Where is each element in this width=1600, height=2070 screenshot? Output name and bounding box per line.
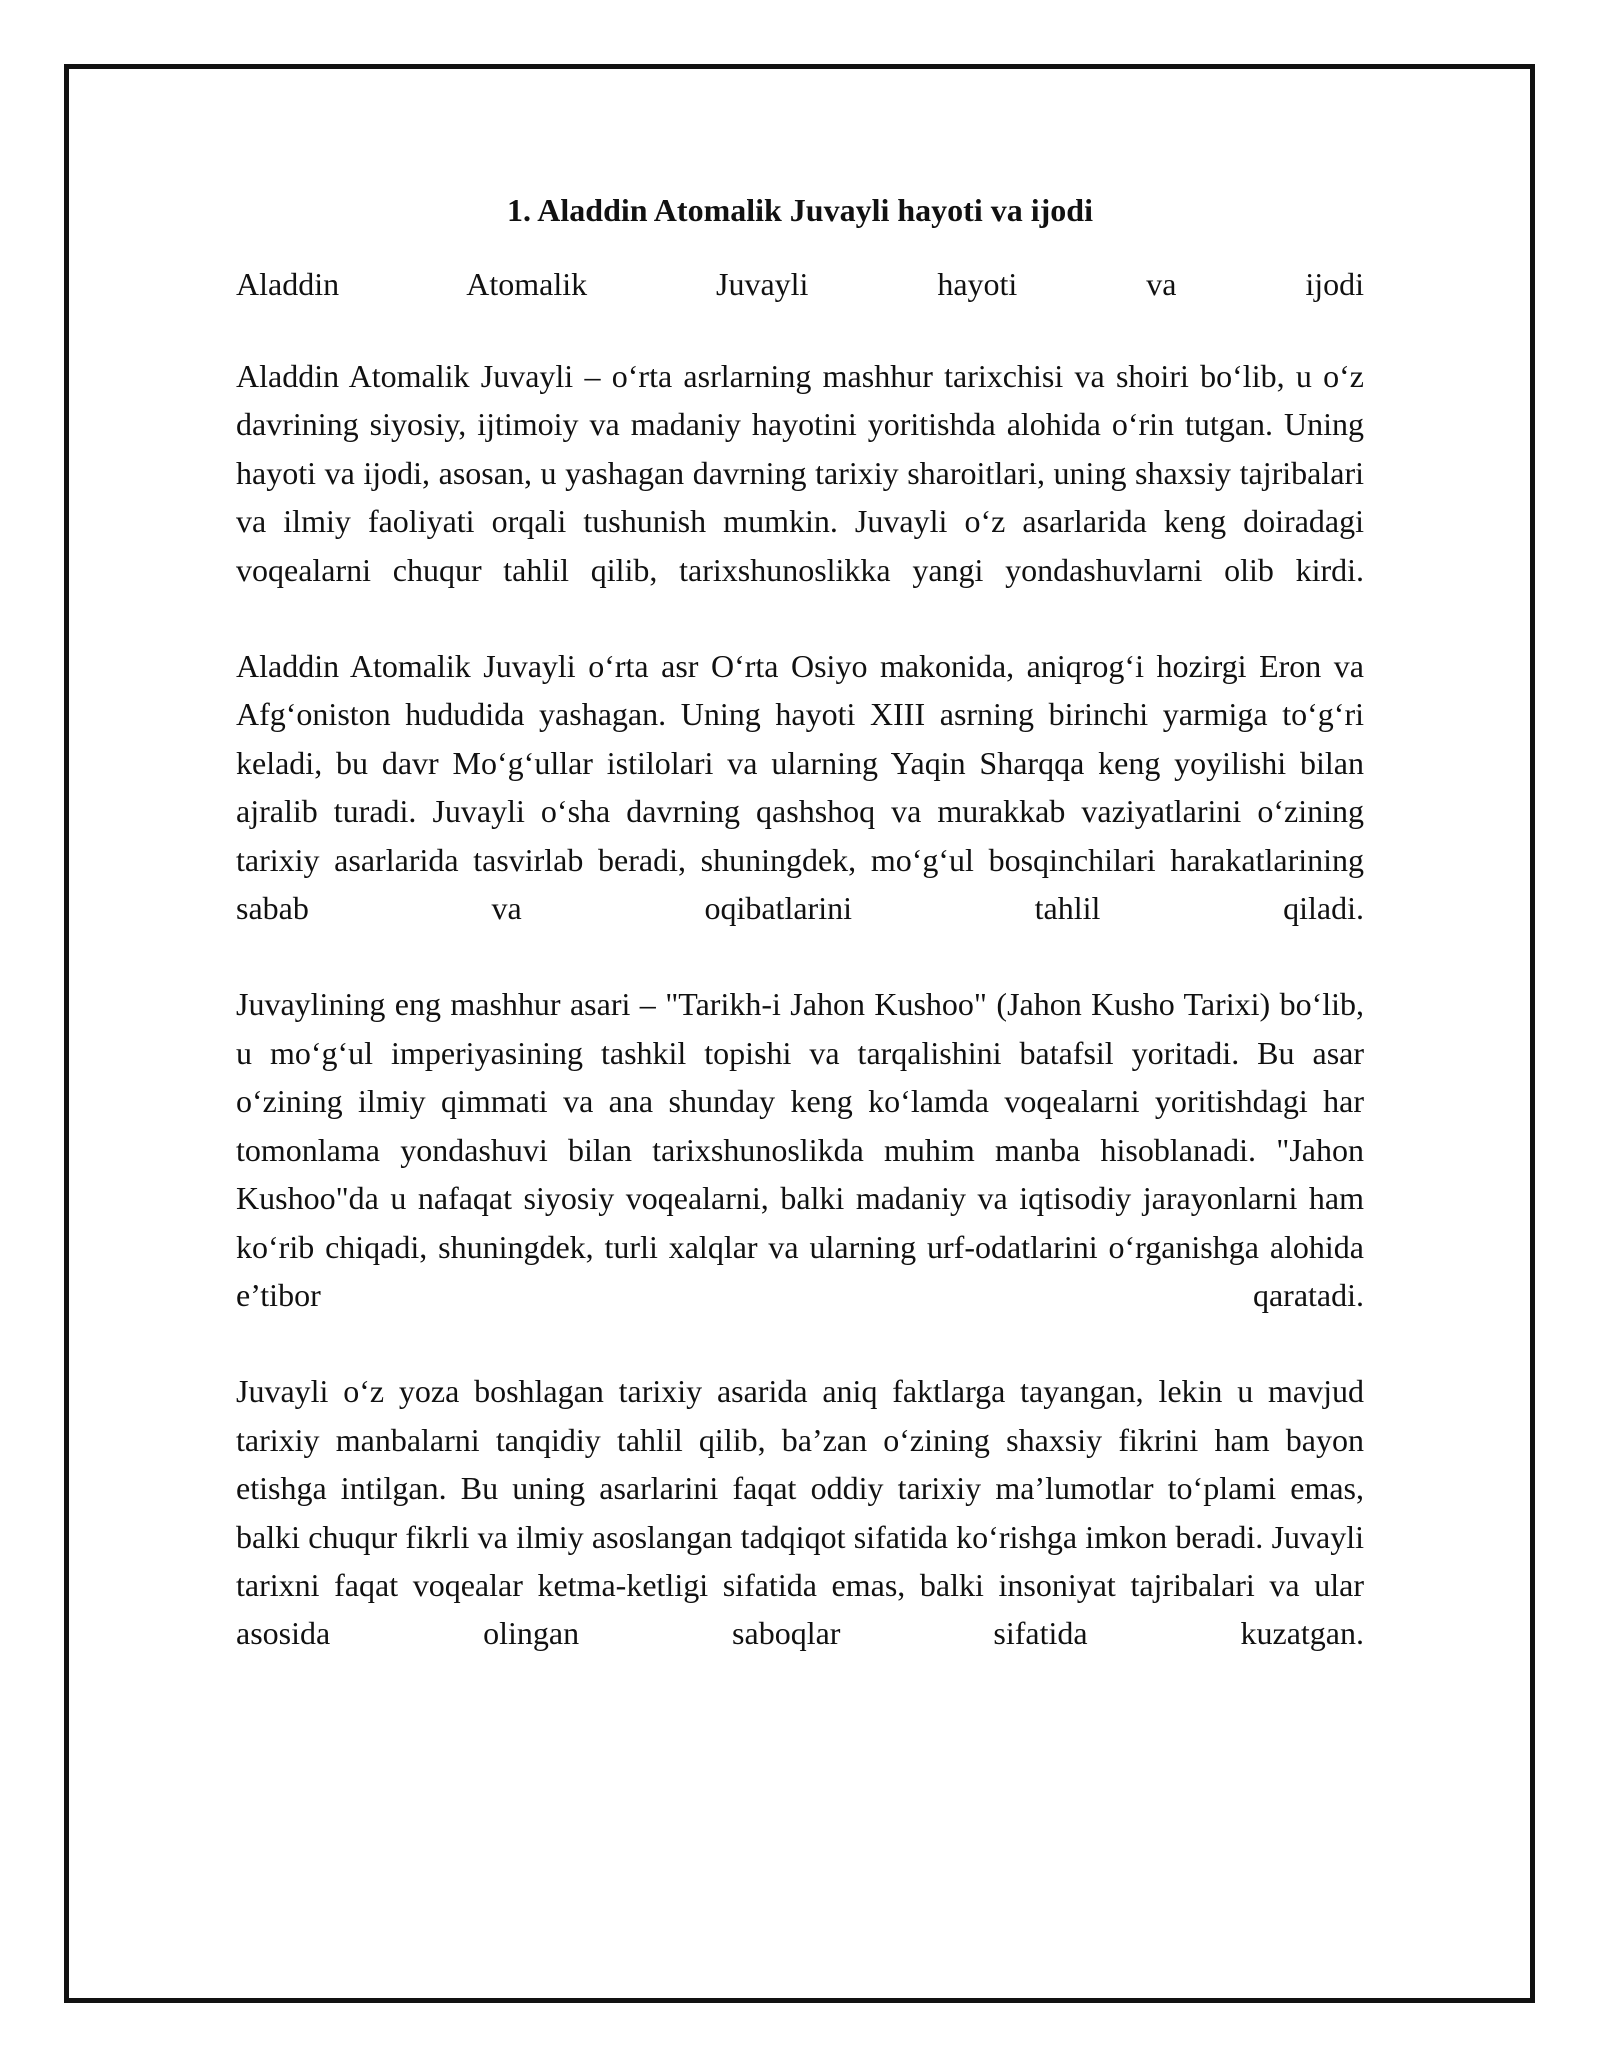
paragraph-2: Aladdin Atomalik Juvayli o‘rta asr O‘rta Osiyo makonida, aniqrog‘i hozirgi Eron va Afg‘oniston hududida yashagan. Uning hayoti XIII asrning birinchi yarmiga to‘g‘ri keladi, bu davr Mo‘g‘ullar istilolari va ularning Yaqin Sharqqa keng yoyilishi bilan ajralib turadi. Juvayli o‘sha davrning qashshoq va murakkab vaziyatlarini o‘zining tarixiy asarlarida tasvirlab beradi, shuningdek, mo‘g‘ul bosqinchilari harakatlarining sabab va oqibatlarini tahlil qiladi. <box>236 648 1364 927</box>
document-subtitle: Aladdin Atomalik Juvayli hayoti va ijodi <box>236 266 1364 302</box>
paragraph-4: Juvayli o‘z yoza boshlagan tarixiy asarida aniq faktlarga tayangan, lekin u mavjud tarixiy manbalarni tanqidiy tahlil qilib, ba’zan o‘zining shaxsiy fikrini ham bayon etishga intilgan. Bu uning asarlarini faqat oddiy tarixiy ma’lumotlar to‘plami emas, balki chuqur fikrli va ilmiy asoslangan tadqiqot sifatida ko‘rishga imkon beradi. Juvayli tarixni faqat voqealar ketma-ketligi sifatida emas, balki insoniyat tajribalari va ular asosida olingan saboqlar sifatida kuzatgan. <box>236 1373 1364 1652</box>
document-body <box>236 190 1364 1658</box>
paragraph-3: Juvaylining eng mashhur asari – "Tarikh-i Jahon Kushoo" (Jahon Kusho Tarixi) bo‘lib, u mo‘g‘ul imperiyasining tashkil topishi va tarqalishini batafsil yoritadi. Bu asar o‘zining ilmiy qimmati va ana shunday keng ko‘lamda voqealarni yoritishdagi har tomonlama yondashuvi bilan tarixshunoslikda muhim manba hisoblanadi. "Jahon Kushoo"da u nafaqat siyosiy voqealarni, balki madaniy va iqtisodiy jarayonlarni ham ko‘rib chiqadi, shuningdek, turli xalqlar va ularning urf-odatlarini o‘rganishga alohida e’tibor qaratadi. <box>236 986 1364 1313</box>
paragraph-1: Aladdin Atomalik Juvayli – o‘rta asrlarning mashhur tarixchisi va shoiri bo‘lib, u o‘z davrining siyosiy, ijtimoiy va madaniy hayotini yoritishda alohida o‘rin tutgan. Uning hayoti va ijodi, asosan, u yashagan davrning tarixiy sharoitlari, uning shaxsiy tajribalari va ilmiy faoliyati orqali tushunish mumkin. Juvayli o‘z asarlarida keng doiradagi voqealarni chuqur tahlil qilib, tarixshunoslikka yangi yondashuvlarni olib kirdi. <box>236 358 1364 588</box>
document-title: 1. Aladdin Atomalik Juvayli hayoti va ijodi <box>507 192 1093 228</box>
